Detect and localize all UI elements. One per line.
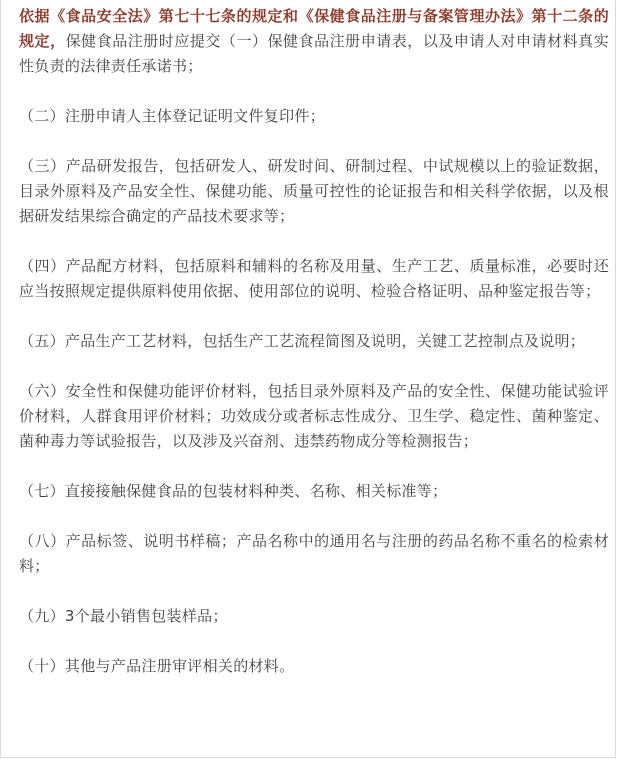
legal-basis-lead: 依据《食品安全法》第七十七条的规定和《保健食品注册与备案管理办法》第十二条的规定， <box>19 7 609 50</box>
list-item: （四）产品配方材料，包括原料和辅料的名称及用量、生产工艺、质量标准，必要时还应当按照规定提供原料使用依据、使用部位的说明、检验合格证明、品种鉴定报告等； <box>19 257 609 300</box>
list-item: （九）3个最小销售包装样品； <box>19 607 228 625</box>
list-item: （二）注册申请人主体登记证明文件复印件； <box>19 107 326 125</box>
list-item: （五）产品生产工艺材料，包括生产工艺流程简图及说明，关键工艺控制点及说明； <box>19 332 586 350</box>
list-item: （八）产品标签、说明书样稿；产品名称中的通用名与注册的药品名称不重名的检索材料； <box>19 532 609 575</box>
list-item: （七）直接接触保健食品的包装材料种类、名称、相关标准等； <box>19 482 448 500</box>
list-item: （三）产品研发报告，包括研发人、研发时间、研制过程、中试规模以上的验证数据，目录外原料及产品安全性、保健功能、质量可控性的论证报告和相关科学依据，以及根据研发结果综合确定的产品技术要求等； <box>19 157 609 225</box>
intro-text: 保健食品注册时应提交（一）保健食品注册申请表，以及申请人对申请材料真实性负责的法律责任承诺书； <box>19 32 609 75</box>
list-item: （六）安全性和保健功能评价材料，包括目录外原料及产品的安全性、保健功能试验评价材料，人群食用评价材料；功效成分或者标志性成分、卫生学、稳定性、菌种鉴定、菌种毒力等试验报告，以及涉及兴奋剂、违禁药物成分等检测报告； <box>19 382 609 450</box>
intro-paragraph <box>19 4 609 79</box>
list-item: （十）其他与产品注册审评相关的材料。 <box>19 657 295 675</box>
article-body <box>19 4 609 704</box>
